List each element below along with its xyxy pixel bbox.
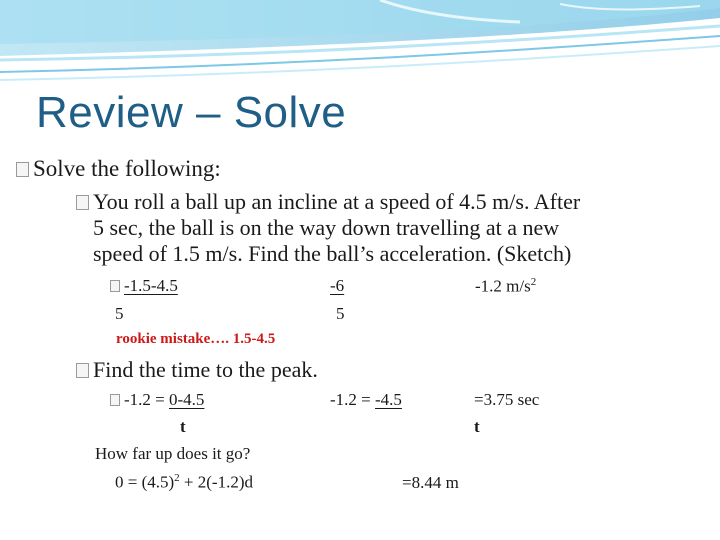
distance-eq-part-a: 0 = (4.5) (115, 472, 175, 492)
calc2-eq2-numerator: -4.5 (375, 390, 402, 409)
calc1-numerator-2: -6 (330, 276, 345, 295)
problem-line-3: speed of 1.5 m/s. Find the ball’s acceleration. (Sketch) (93, 241, 572, 266)
calc1-numerator-text: -1.5-4.5 (124, 276, 178, 295)
bullet-text: Solve the following: (33, 156, 221, 181)
header-wave-decoration (0, 0, 720, 90)
calc1-denominator: 5 (115, 304, 124, 323)
calc2-denominator: t (180, 417, 186, 436)
bullet-square-icon (16, 162, 29, 177)
slide-title: Review – Solve (36, 88, 347, 137)
calc2-lhs: -1.2 = (124, 390, 169, 409)
distance-question: How far up does it go? (95, 444, 251, 463)
rookie-mistake-note: rookie mistake…. 1.5-4.5 (116, 331, 276, 347)
calc2-result-denominator: t (474, 417, 480, 436)
bullet-text: Find the time to the peak. (93, 357, 318, 382)
distance-eq-part-b: + 2(-1.2)d (179, 472, 253, 492)
calc2-eq2-lhs: -1.2 = (330, 390, 375, 409)
calc2-equation (110, 390, 204, 410)
calc1-result-text: -1.2 m/s (475, 276, 531, 296)
distance-eq-exponent: 2 (174, 472, 180, 484)
calc2-equation-2 (330, 390, 402, 410)
calc1-result (475, 276, 536, 297)
problem-statement (76, 189, 580, 267)
bullet-square-icon (76, 363, 89, 378)
calc2-numerator: 0-4.5 (169, 390, 205, 409)
bullet-find-time (76, 357, 318, 383)
calc1-numerator (110, 276, 178, 296)
distance-result: =8.44 m (402, 473, 459, 492)
calc1-result-exponent: 2 (530, 276, 537, 288)
problem-line-1: You roll a ball up an incline at a speed of 4.5 m/s. After (93, 189, 581, 214)
bullet-solve-following (16, 156, 221, 182)
distance-equation (115, 472, 253, 493)
problem-line-2: 5 sec, the ball is on the way down travelling at a new (93, 215, 560, 240)
bullet-square-icon (110, 280, 120, 292)
calc2-result: =3.75 sec (474, 390, 540, 409)
bullet-square-icon (76, 195, 89, 210)
calc1-denominator-2: 5 (336, 304, 345, 323)
bullet-square-icon (110, 394, 120, 406)
